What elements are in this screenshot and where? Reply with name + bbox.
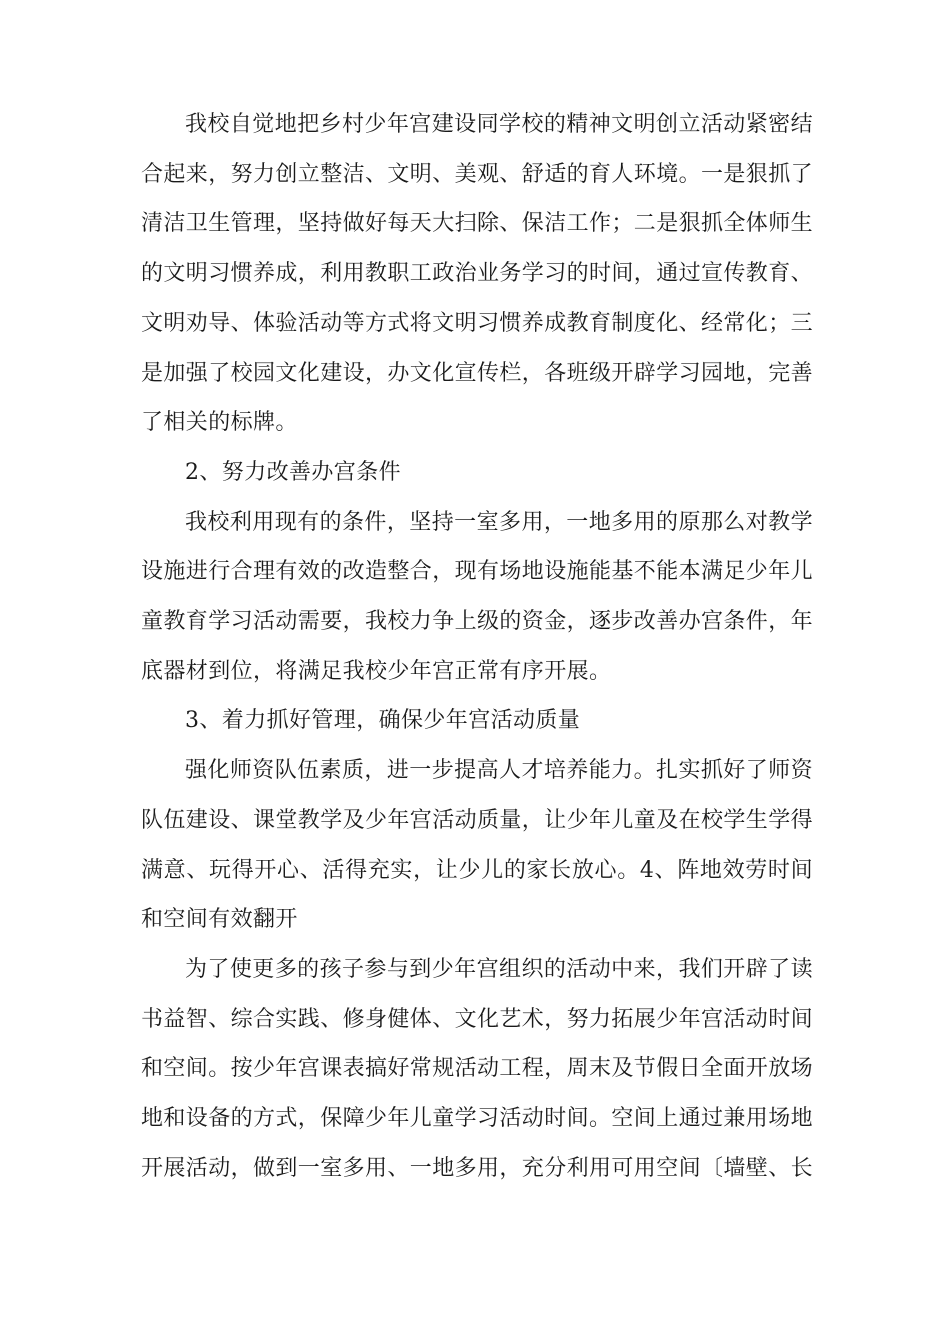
paragraph-facilities: 我校利用现有的条件，坚持一室多用，一地多用的原那么对教学设施进行合理有效的改造整合，现有场地设施能基不能本满足少年儿童教育学习活动需要，我校力争上级的资金，逐步改善办宫条件，年底器材到位，将满足我校少年宫正常有序开展。 <box>141 509 814 684</box>
document-body <box>141 100 813 1193</box>
paragraph-time-space: 为了使更多的孩子参与到少年宫组织的活动中来，我们开辟了读书益智、综合实践、修身健体、文化艺术，努力拓展少年宫活动时间和空间。按少年宫课表搞好常规活动工程，周末及节假日全面开放场地和设备的方式，保障少年儿童学习活动时间。空间上通过兼用场地开展活动，做到一室多用、一地多用，充分利用可用空间〔墙壁、长 <box>141 956 814 1181</box>
paragraph-civilization: 我校自觉地把乡村少年宫建设同学校的精神文明创立活动紧密结合起来，努力创立整洁、文明、美观、舒适的育人环境。一是狠抓了清洁卫生管理，坚持做好每天大扫除、保洁工作；二是狠抓全体师生的文明习惯养成，利用教职工政治业务学习的时间，通过宣传教育、文明劝导、体验活动等方式将文明习惯养成教育制度化、经常化；三是加强了校园文化建设，办文化宣传栏，各班级开辟学习园地，完善了相关的标牌。 <box>141 112 814 436</box>
paragraph-teachers: 强化师资队伍素质，进一步提高人才培养能力。扎实抓好了师资队伍建设、课堂教学及少年宫活动质量，让少年儿童及在校学生学得满意、玩得开心、活得充实，让少儿的家长放心。4、阵地效劳时间和空间有效翻开 <box>141 758 814 933</box>
heading-management-quality: 3、着力抓好管理，确保少年宫活动质量 <box>185 708 581 734</box>
heading-improve-conditions: 2、努力改善办宫条件 <box>185 459 401 485</box>
